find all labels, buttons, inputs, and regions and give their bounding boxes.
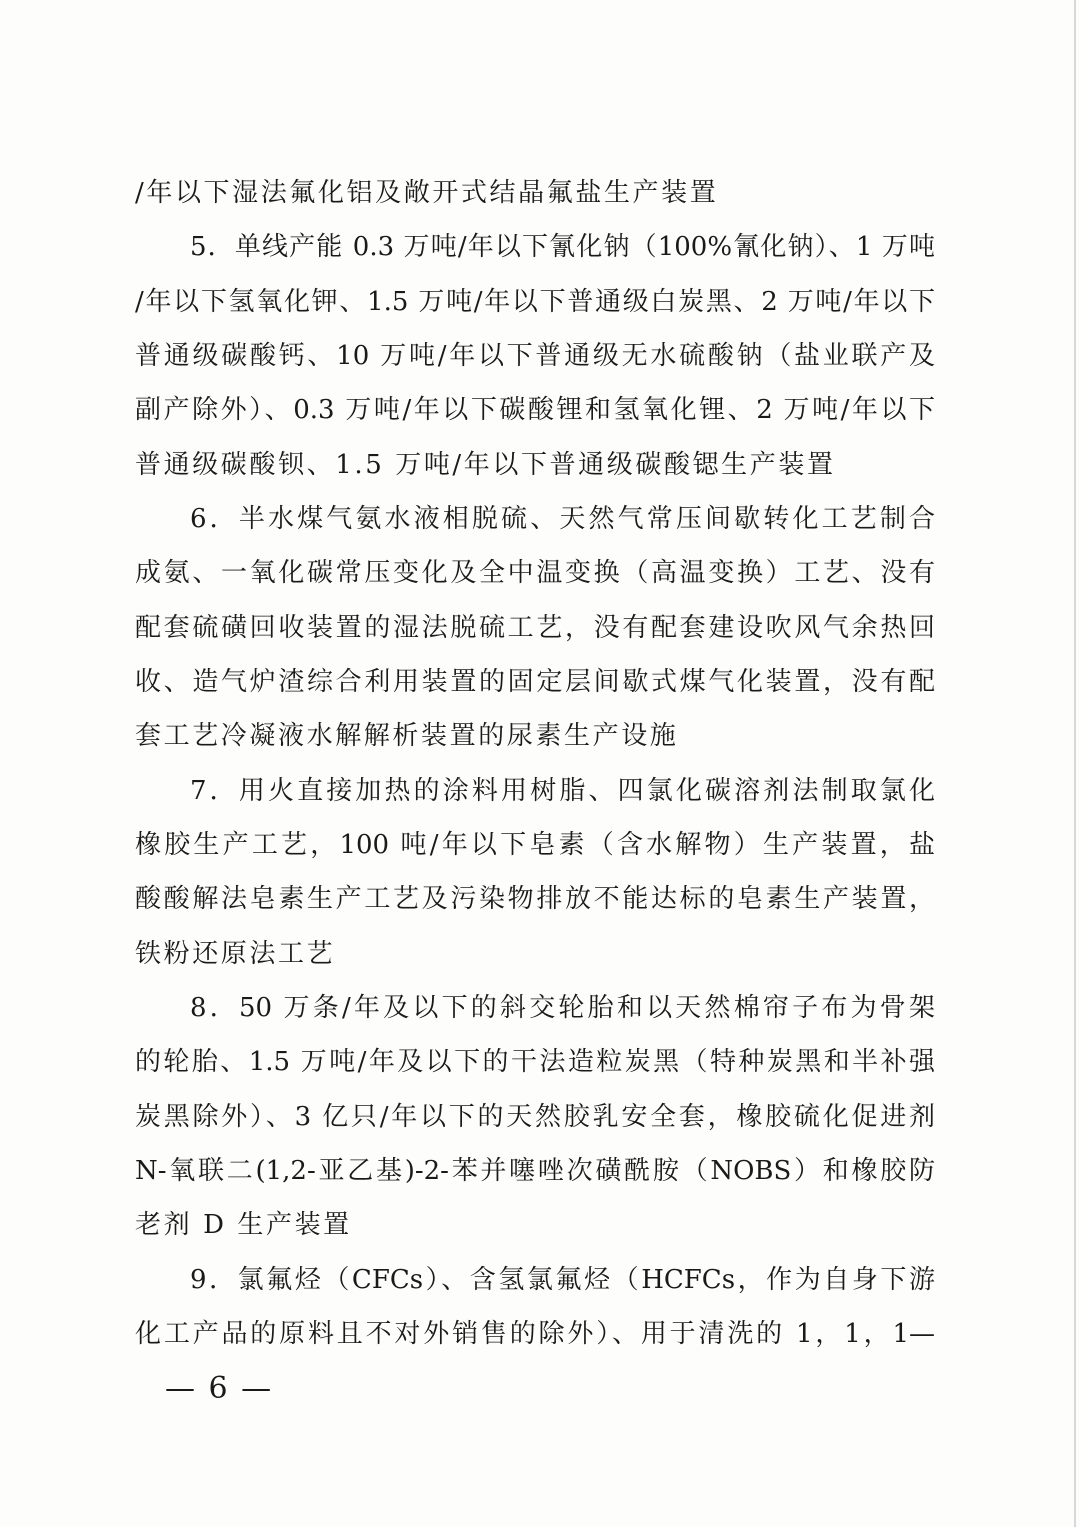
text-line: 5．单线产能 0.3 万吨/年以下氰化钠（100%氰化钠）、1 万吨	[190, 232, 935, 263]
text-line: 普通级碳酸钙、10 万吨/年以下普通级无水硫酸钠（盐业联产及	[135, 340, 935, 371]
text-line: N-氧联二(1,2-亚乙基)-2-苯并噻唑次磺酰胺（NOBS）和橡胶防	[135, 1155, 935, 1186]
page-number: — 6 —	[165, 1371, 274, 1406]
text-line: /年以下氢氧化钾、1.5 万吨/年以下普通级白炭黑、2 万吨/年以下	[135, 286, 935, 317]
text-line: 副产除外）、0.3 万吨/年以下碳酸锂和氢氧化锂、2 万吨/年以下	[135, 395, 935, 426]
text-line: 的轮胎、1.5 万吨/年及以下的干法造粒炭黑（特种炭黑和半补强	[135, 1047, 935, 1078]
text-line: 炭黑除外）、3 亿只/年以下的天然胶乳安全套，橡胶硫化促进剂	[135, 1101, 935, 1132]
text-line: 普通级碳酸钡、1.5 万吨/年以下普通级碳酸锶生产装置	[135, 449, 836, 480]
text-line: /年以下湿法氟化铝及敞开式结晶氟盐生产装置	[135, 178, 719, 208]
text-line: 配套硫磺回收装置的湿法脱硫工艺，没有配套建设吹风气余热回	[135, 612, 935, 643]
text-line: 9．氯氟烃（CFCs）、含氢氯氟烃（HCFCs，作为自身下游	[190, 1264, 935, 1295]
text-line: 套工艺冷凝液水解解析装置的尿素生产设施	[135, 721, 679, 752]
text-line: 7．用火直接加热的涂料用树脂、四氯化碳溶剂法制取氯化	[190, 775, 935, 806]
page-edge	[1074, 0, 1076, 1527]
text-line: 化工产品的原料且不对外销售的除外）、用于清洗的 1，1，1—	[135, 1318, 935, 1349]
text-line: 铁粉还原法工艺	[135, 938, 336, 969]
text-line: 橡胶生产工艺，100 吨/年以下皂素（含水解物）生产装置，盐	[135, 829, 935, 860]
text-line: 8．50 万条/年及以下的斜交轮胎和以天然棉帘子布为骨架	[190, 992, 935, 1023]
text-line: 老剂 D 生产装置	[135, 1210, 352, 1241]
document-body	[135, 166, 935, 1361]
text-line: 收、造气炉渣综合利用装置的固定层间歇式煤气化装置，没有配	[135, 666, 935, 697]
text-line: 酸酸解法皂素生产工艺及污染物排放不能达标的皂素生产装置，	[135, 884, 935, 915]
text-line: 6．半水煤气氨水液相脱硫、天然气常压间歇转化工艺制合	[190, 503, 935, 534]
text-line: 成氨、一氧化碳常压变化及全中温变换（高温变换）工艺、没有	[135, 558, 935, 589]
